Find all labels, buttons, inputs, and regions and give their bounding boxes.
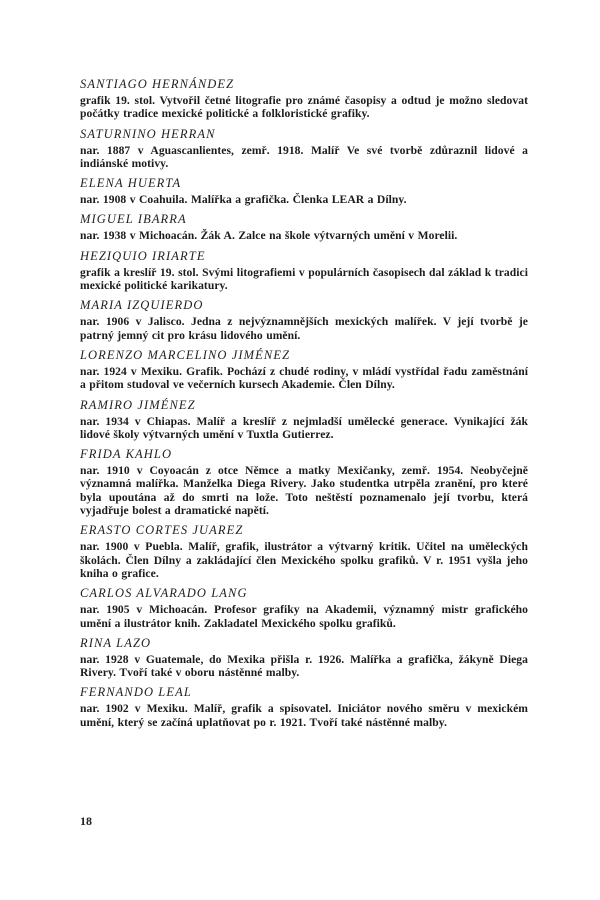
entry-name: CARLOS ALVARADO LANG <box>80 586 248 601</box>
entry-text: nar. 1924 v Mexiku. Grafik. Pochází z chudé rodiny, v mládí vystřídal řadu zaměstnání a přitom studoval ve večerních kursech Akademie. Člen Dílny. <box>80 364 528 392</box>
entry-name: RAMIRO JIMÉNEZ <box>80 397 196 412</box>
entry-name: HEZIQUIO IRIARTE <box>80 248 206 263</box>
entry-text: nar. 1938 v Michoacán. Žák A. Zalce na škole výtvarných umění v Morelii. <box>80 229 458 243</box>
entry-text: grafik 19. stol. Vytvořil četné litografie pro známé časopisy a odtud je možno sledovat počátky tradice mexické politické a folkloristické grafiky. <box>80 94 528 121</box>
entry-santiago-hernandez <box>80 76 528 121</box>
entry-fernando-leal <box>80 684 528 729</box>
entry-miguel-ibarra <box>80 211 528 242</box>
entry-text: nar. 1887 v Aguascanlientes, zemř. 1918. Malíř Ve své tvorbě zdůraznil lidové a indiánské motivy. <box>80 143 528 170</box>
entry-text: grafik a kreslíř 19. stol. Svými litografiemi v populárních časopisech dal základ k tradici mexické politické karikatury. <box>80 265 528 293</box>
entry-name: ELENA HUERTA <box>80 176 182 191</box>
entry-name: MARIA IZQUIERDO <box>80 298 204 313</box>
entry-carlos-alvarado-lang <box>80 585 528 630</box>
entry-name: FRIDA KAHLO <box>80 447 173 462</box>
entry-lorenzo-marcelino-jimenez <box>80 347 528 392</box>
entry-rina-lazo <box>80 635 528 680</box>
entry-maria-izquierdo <box>80 297 528 342</box>
biography-list <box>80 76 528 734</box>
entry-saturnino-herran <box>80 126 528 171</box>
entry-text: nar. 1900 v Puebla. Malíř, grafik, ilustrátor a výtvarný kritik. Učitel na uměleckých školách. Člen Dílny a zakládající člen Mexického spolku grafiků. V r. 1951 vyšla jeho kniha o grafice. <box>80 540 528 580</box>
entry-text: nar. 1906 v Jalisco. Jedna z nejvýznamnějších mexických malířek. V její tvorbě je patrný jemný cit pro krásu lidového umění. <box>80 315 528 342</box>
entry-text: nar. 1928 v Guatemale, do Mexika přišla r. 1926. Malířka a grafička, žákyně Diega Rivery. Tvoří také v oboru nástěnné malby. <box>80 652 528 680</box>
entry-heziquio-iriarte <box>80 248 528 293</box>
entry-ramiro-jimenez <box>80 397 528 442</box>
entry-text: nar. 1902 v Mexiku. Malíř, grafik a spisovatel. Iniciátor nového směru v mexickém umění, který se začíná uplatňovat po r. 1921. Tvoří také nástěnné malby. <box>80 702 528 729</box>
entry-name: ERASTO CORTES JUAREZ <box>80 523 244 538</box>
entry-name: LORENZO MARCELINO JIMÉNEZ <box>80 347 291 362</box>
entry-text: nar. 1910 v Coyoacán z otce Němce a matky Mexičanky, zemř. 1954. Neobyčejně významná malířka. Manželka Diega Rivery. Jako studentka utrpěla zranění, pro které byla upoutána až do smrti na lože. Toto neštěstí poznamenalo její tvorbu, která vyjadřuje bolest a dramatické napětí. <box>80 464 528 518</box>
entry-text: nar. 1905 v Michoacán. Profesor grafiky na Akademii, významný mistr grafického umění a ilustrátor knih. Zakladatel Mexického spolku grafiků. <box>80 603 528 630</box>
page-number: 18 <box>80 814 92 828</box>
entry-elena-huerta <box>80 175 528 206</box>
entry-name: SATURNINO HERRAN <box>80 126 216 141</box>
entry-text: nar. 1934 v Chiapas. Malíř a kreslíř z nejmladší umělecké generace. Vynikající žák lidové školy výtvarných umění v Tuxtla Gutierrez. <box>80 414 528 441</box>
entry-frida-kahlo <box>80 446 528 517</box>
entry-text: nar. 1908 v Coahuila. Malířka a grafička. Členka LEAR a Dílny. <box>80 193 407 207</box>
entry-erasto-cortes-juarez <box>80 522 528 580</box>
entry-name: RINA LAZO <box>80 635 152 650</box>
entry-name: MIGUEL IBARRA <box>80 212 187 227</box>
entry-name: FERNANDO LEAL <box>80 685 192 700</box>
entry-name: SANTIAGO HERNÁNDEZ <box>80 77 235 91</box>
